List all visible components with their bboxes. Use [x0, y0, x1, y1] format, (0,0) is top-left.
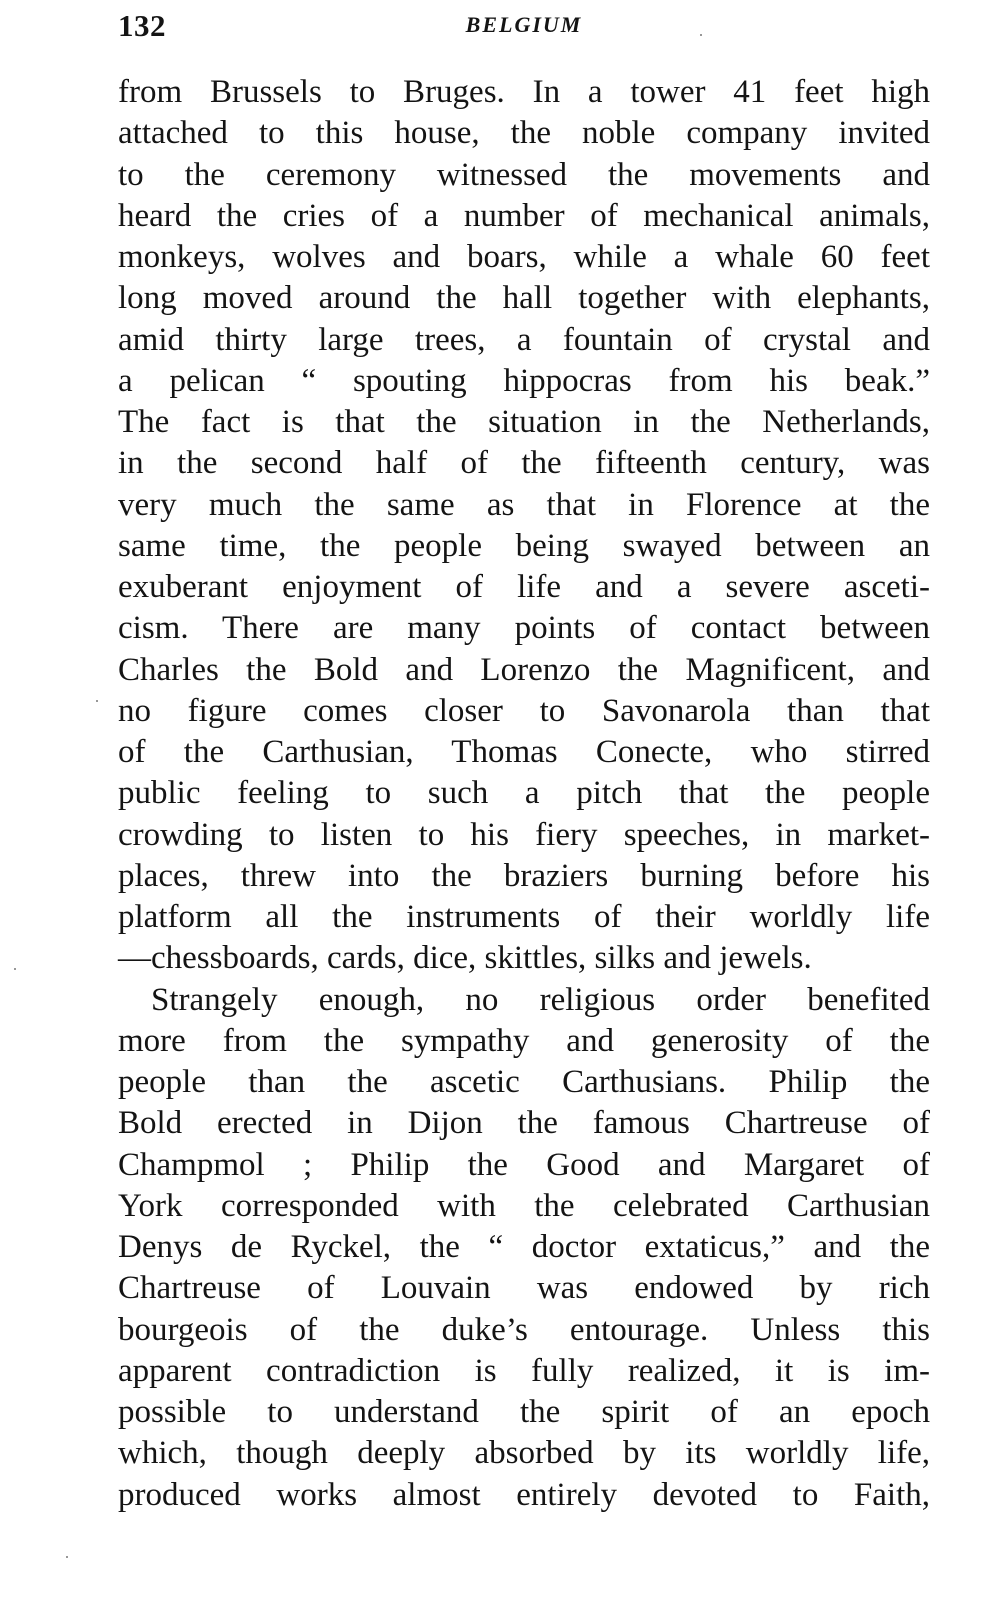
text-line: Bold erected in Dijon the famous Chartreuse of — [118, 1105, 930, 1142]
text-line: no figure comes closer to Savonarola than that — [118, 692, 930, 729]
text-line: from Brussels to Bruges. In a tower 41 feet high — [118, 74, 930, 110]
text-line: Denys de Ryckel, the “ doctor extaticus,” and the — [118, 1229, 930, 1265]
text-line: people than the ascetic Carthusians. Philip the — [118, 1064, 930, 1100]
text-line: attached to this house, the noble company invited — [118, 115, 930, 152]
running-head — [118, 8, 930, 48]
text-line: —chessboards, cards, dice, skittles, silks and jewels. — [118, 940, 812, 977]
text-line: exuberant enjoyment of life and a severe asceti- — [118, 569, 930, 605]
scan-speck — [14, 968, 16, 970]
text-line: Charles the Bold and Lorenzo the Magnificent, and — [118, 651, 930, 688]
text-line: amid thirty large trees, a fountain of crystal and — [118, 321, 930, 358]
text-line: public feeling to such a pitch that the people — [118, 775, 930, 812]
text-line: which, though deeply absorbed by its worldly life, — [118, 1435, 930, 1472]
text-line: to the ceremony witnessed the movements and — [118, 156, 930, 193]
text-line: crowding to listen to his fiery speeches, in market- — [118, 816, 930, 853]
scan-speck — [96, 700, 98, 702]
scan-speck — [700, 34, 702, 36]
text-line: very much the same as that in Florence at the — [118, 486, 930, 523]
text-line: possible to understand the spirit of an epoch — [118, 1394, 930, 1430]
page-number: 132 — [118, 8, 166, 43]
text-line: same time, the people being swayed between an — [118, 527, 930, 564]
text-line: places, threw into the braziers burning before his — [118, 857, 930, 894]
text-line: apparent contradiction is fully realized, it is im- — [118, 1352, 930, 1389]
text-line: more from the sympathy and generosity of the — [118, 1022, 930, 1059]
body-text — [118, 72, 930, 1516]
text-line: monkeys, wolves and boars, while a whale 60 feet — [118, 239, 930, 275]
text-line: platform all the instruments of their worldly life — [118, 899, 930, 935]
text-line: of the Carthusian, Thomas Conecte, who stirred — [118, 734, 930, 770]
text-line: The fact is that the situation in the Netherlands, — [118, 404, 930, 440]
text-line: bourgeois of the duke’s entourage. Unless this — [118, 1311, 930, 1348]
text-line: produced works almost entirely devoted to Faith, — [118, 1476, 930, 1513]
text-line: heard the cries of a number of mechanical animals, — [118, 197, 930, 234]
text-line: York corresponded with the celebrated Carthusian — [118, 1187, 930, 1224]
text-line: Strangely enough, no religious order benefited — [151, 981, 930, 1018]
scan-speck — [66, 1556, 68, 1558]
text-line: in the second half of the fifteenth century, was — [118, 445, 930, 482]
text-line: long moved around the hall together with elephants, — [118, 280, 930, 317]
text-line: a pelican “ spouting hippocras from his beak.” — [118, 362, 930, 399]
text-line: cism. There are many points of contact between — [118, 610, 930, 647]
running-title: BELGIUM — [465, 12, 583, 37]
text-line: Chartreuse of Louvain was endowed by rich — [118, 1270, 930, 1307]
text-line: Champmol ; Philip the Good and Margaret of — [118, 1146, 930, 1183]
